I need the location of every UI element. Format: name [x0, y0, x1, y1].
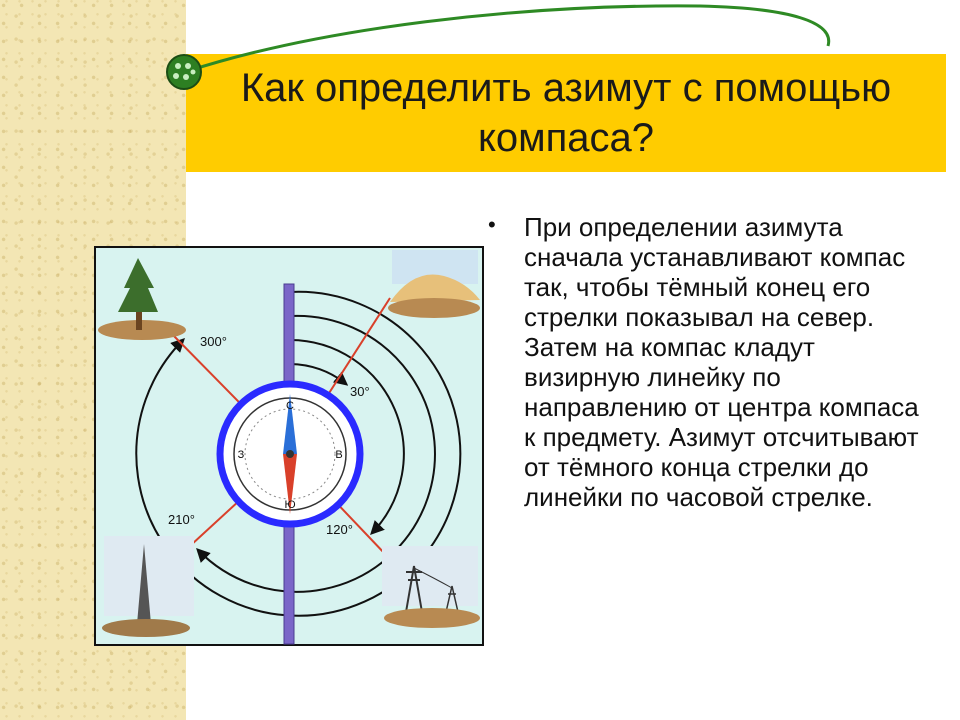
compass: [220, 384, 360, 524]
body-text-block: [488, 212, 928, 512]
angle-label-210: 210°: [168, 512, 195, 527]
compass-azimuth-figure: [94, 246, 484, 646]
compass-pivot: [286, 450, 294, 458]
power-line-landmark-picture: [382, 546, 480, 628]
compass-label-west: З: [237, 449, 245, 461]
body-paragraph: При определении азимута сначала устанавливают компас так, чтобы тёмный конец его стрелки показывал на север. Затем на компас кладут визирную линейку по направлению от центра компаса к предмету. Азимут отсчитывают от тёмного конца стрелки до линейки по часовой стрелке.: [524, 212, 919, 512]
angle-label-30: 30°: [350, 384, 370, 399]
compass-label-east: В: [335, 449, 343, 461]
slide-title: Как определить азимут с помощью компаса?: [240, 66, 892, 160]
angle-label-120: 120°: [326, 522, 353, 537]
compass-label-north: С: [286, 400, 294, 412]
angle-label-300: 300°: [200, 334, 227, 349]
compass-label-south: Ю: [284, 499, 296, 511]
field-landmark-picture: [388, 250, 480, 318]
bullet-marker: •: [488, 212, 496, 237]
